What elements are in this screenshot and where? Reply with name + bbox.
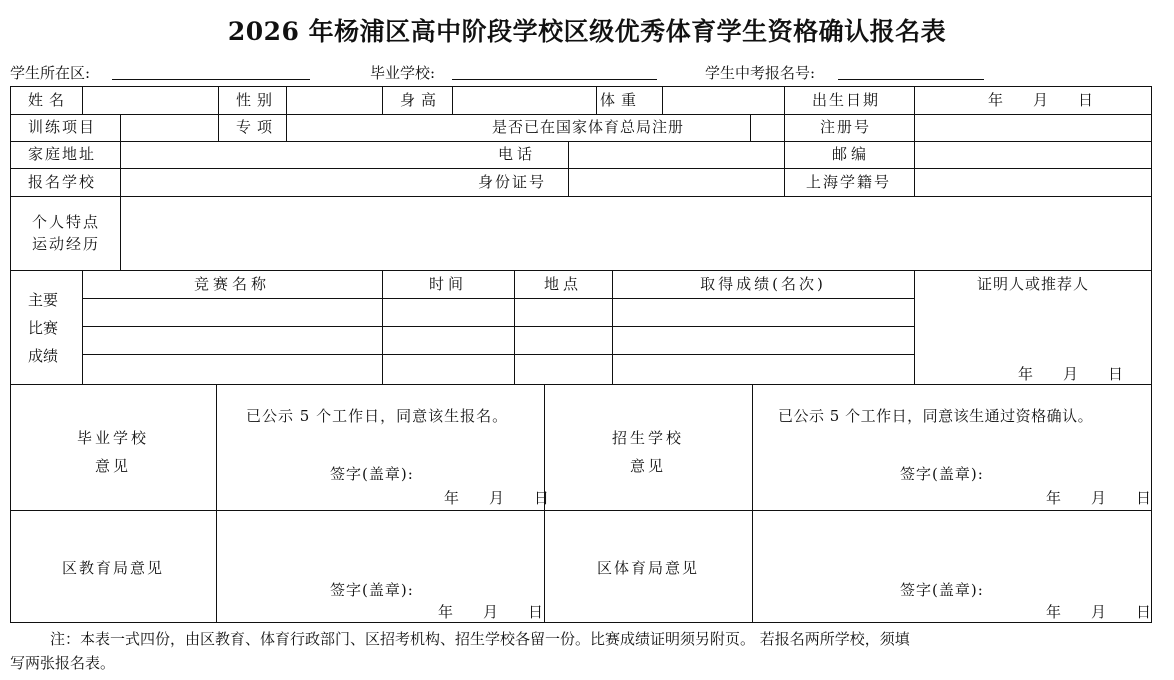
name-label: 姓名	[28, 91, 71, 109]
exam-no-label: 学生中考报名号:	[705, 64, 816, 82]
weight-label: 体重	[600, 91, 643, 109]
specialty-label: 专项	[236, 118, 279, 136]
col-witness: 证明人或推荐人	[976, 275, 1089, 293]
registered-question: 是否已在国家体育总局注册	[492, 118, 685, 136]
comp-row-label-3: 成绩	[28, 347, 59, 365]
application-table	[10, 86, 1152, 623]
comp-row-label-2: 比赛	[28, 319, 59, 337]
col-competition-name: 竞赛名称	[193, 275, 270, 293]
footnote-line-1: 注：本表一式四份，由区教育、体育行政部门、区招考机构、招生学校各留一份。比赛成绩证明须另附页。 若报名两所学校，须填	[50, 630, 910, 648]
birth-date[interactable]: 年 月 日	[988, 91, 1094, 109]
witness-date[interactable]: 年 月 日	[1018, 365, 1124, 383]
training-label: 训练项目	[28, 118, 97, 136]
id-no-label: 身份证号	[478, 173, 547, 191]
apply-school-label: 报名学校	[28, 173, 97, 191]
district-label: 学生所在区:	[10, 64, 91, 82]
form-title: 2026 年杨浦区高中阶段学校区级优秀体育学生资格确认报名表	[227, 17, 947, 46]
school-label: 毕业学校:	[370, 64, 436, 82]
sports-bureau-date[interactable]: 年 月 日	[1046, 603, 1152, 621]
grad-school-sign[interactable]: 签字(盖章):	[330, 465, 414, 483]
enroll-school-statement: 已公示 5 个工作日，同意该生通过资格确认。	[778, 407, 1094, 425]
birth-label: 出生日期	[812, 91, 881, 109]
phone-label: 电话	[498, 145, 537, 163]
edu-bureau-date[interactable]: 年 月 日	[438, 603, 544, 621]
district-blank[interactable]	[112, 79, 310, 80]
height-label: 身高	[400, 91, 443, 109]
enroll-school-opinion-label-2: 意见	[629, 457, 666, 475]
traits-label-1: 个人特点	[32, 213, 101, 231]
edu-bureau-sign[interactable]: 签字(盖章):	[330, 581, 414, 599]
postcode-label: 邮编	[832, 145, 871, 163]
gender-label: 性别	[236, 91, 279, 109]
sports-bureau-opinion-label: 区体育局意见	[596, 559, 699, 577]
enroll-school-sign[interactable]: 签字(盖章):	[900, 465, 984, 483]
reg-no-label: 注册号	[820, 118, 872, 136]
col-time: 时间	[428, 275, 467, 293]
comp-row-label-1: 主要	[28, 291, 59, 309]
grad-school-date[interactable]: 年 月 日	[444, 489, 550, 507]
col-result: 取得成绩(名次)	[700, 275, 826, 293]
exam-no-blank[interactable]	[838, 79, 984, 80]
traits-label-2: 运动经历	[32, 235, 101, 253]
enroll-school-date[interactable]: 年 月 日	[1046, 489, 1152, 507]
enroll-school-opinion-label-1: 招生学校	[611, 429, 684, 447]
school-blank[interactable]	[452, 79, 657, 80]
sh-student-no-label: 上海学籍号	[806, 173, 892, 191]
footnote-line-2: 写两张报名表。	[10, 654, 116, 672]
grad-school-opinion-label-1: 毕业学校	[76, 429, 149, 447]
sports-bureau-sign[interactable]: 签字(盖章):	[900, 581, 984, 599]
grad-school-statement: 已公示 5 个工作日，同意该生报名。	[246, 407, 509, 425]
address-label: 家庭地址	[28, 145, 97, 163]
edu-bureau-opinion-label: 区教育局意见	[61, 559, 164, 577]
name-field[interactable]	[83, 87, 217, 113]
col-place: 地点	[543, 275, 582, 293]
grad-school-opinion-label-2: 意见	[94, 457, 131, 475]
